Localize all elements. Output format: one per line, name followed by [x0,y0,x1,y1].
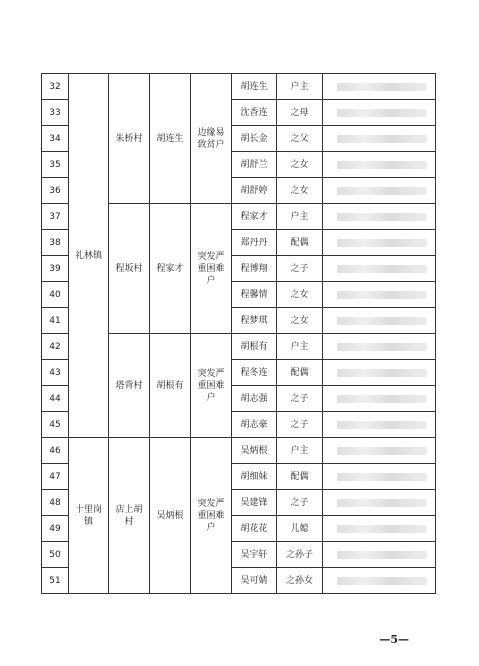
row-number: 36 [42,178,69,204]
household-type-line: 突发严 [197,498,225,509]
member-name: 郑丹丹 [232,230,277,256]
row-number: 41 [42,308,69,334]
redacted-id-cell [323,516,436,542]
member-name: 胡细妹 [232,464,277,490]
member-relation: 之母 [277,100,323,126]
table-row [42,438,436,464]
redaction-blur [337,187,427,195]
village-cell: 程坂村 [109,204,150,334]
row-number: 48 [42,490,69,516]
redacted-id-cell [323,464,436,490]
town-name-line: 镇 [83,516,93,527]
page-number: —5— [379,633,409,646]
redaction-blur [337,213,427,221]
household-type-line: 重困难 [197,380,225,391]
village-cell: 朱桥村 [109,74,150,204]
row-number: 40 [42,282,69,308]
member-name: 胡志强 [232,386,277,412]
row-number: 43 [42,360,69,386]
member-name: 程馨情 [232,282,277,308]
redaction-blur [337,421,427,429]
member-relation: 户主 [277,204,323,230]
town-name-line: 十里岗 [74,504,102,515]
redacted-id-cell [323,126,436,152]
redacted-id-cell [323,438,436,464]
member-relation: 之女 [277,282,323,308]
redacted-id-cell [323,308,436,334]
redacted-id-cell [323,542,436,568]
member-name: 胡花花 [232,516,277,542]
village-name-line: 店上胡 [115,504,143,515]
redacted-id-cell [323,74,436,100]
redaction-blur [337,525,427,533]
household-roster-table [41,73,436,594]
row-number: 34 [42,126,69,152]
household-type-cell [191,204,232,334]
redaction-blur [337,551,427,559]
redaction-blur [337,369,427,377]
redaction-blur [337,447,427,455]
member-relation: 之女 [277,178,323,204]
redacted-id-cell [323,282,436,308]
redacted-id-cell [323,568,436,594]
row-number: 50 [42,542,69,568]
redaction-blur [337,473,427,481]
row-number: 33 [42,100,69,126]
member-relation: 之女 [277,152,323,178]
redacted-id-cell [323,412,436,438]
row-number: 47 [42,464,69,490]
member-name: 吴宇轩 [232,542,277,568]
redaction-blur [337,83,427,91]
row-number: 46 [42,438,69,464]
redaction-blur [337,135,427,143]
row-number: 39 [42,256,69,282]
redaction-blur [337,239,427,247]
table-row [42,74,436,100]
member-relation: 之孙子 [277,542,323,568]
member-relation: 之子 [277,412,323,438]
household-type-cell [191,438,232,594]
row-number: 35 [42,152,69,178]
member-name: 吴可婧 [232,568,277,594]
row-number: 42 [42,334,69,360]
row-number: 49 [42,516,69,542]
redaction-blur [337,499,427,507]
village-name-line: 村 [124,516,134,527]
row-number: 45 [42,412,69,438]
redacted-id-cell [323,256,436,282]
household-type-line: 边缘易 [197,127,225,138]
household-head-cell: 胡连生 [150,74,191,204]
member-relation: 之女 [277,308,323,334]
town-cell [69,438,109,594]
member-name: 胡根有 [232,334,277,360]
row-number: 38 [42,230,69,256]
household-type-line: 突发严 [197,368,225,379]
redacted-id-cell [323,490,436,516]
member-relation: 之子 [277,490,323,516]
member-relation: 之子 [277,256,323,282]
redaction-blur [337,577,427,585]
member-relation: 配偶 [277,230,323,256]
member-name: 胡舒婷 [232,178,277,204]
member-name: 胡长金 [232,126,277,152]
redaction-blur [337,109,427,117]
village-cell [109,438,150,594]
redacted-id-cell [323,152,436,178]
household-type-line: 重困难 [197,263,225,274]
row-number: 32 [42,74,69,100]
household-type-line: 致贫户 [197,139,225,150]
row-number: 44 [42,386,69,412]
household-type-line: 户 [206,522,216,533]
redacted-id-cell [323,230,436,256]
redacted-id-cell [323,386,436,412]
row-number: 37 [42,204,69,230]
redacted-id-cell [323,360,436,386]
member-relation: 户主 [277,74,323,100]
redaction-blur [337,317,427,325]
member-name: 吴炳根 [232,438,277,464]
household-head-cell: 胡根有 [150,334,191,438]
redaction-blur [337,161,427,169]
member-relation: 户主 [277,438,323,464]
member-name: 程冬连 [232,360,277,386]
row-number: 51 [42,568,69,594]
member-name: 胡志豪 [232,412,277,438]
member-relation: 配偶 [277,360,323,386]
redacted-id-cell [323,204,436,230]
household-head-cell: 吴炳根 [150,438,191,594]
household-type-line: 户 [206,392,216,403]
member-relation: 儿媳 [277,516,323,542]
member-name: 程博翔 [232,256,277,282]
redaction-blur [337,265,427,273]
member-name: 胡连生 [232,74,277,100]
household-type-cell [191,334,232,438]
redacted-id-cell [323,100,436,126]
member-name: 胡舒兰 [232,152,277,178]
household-type-line: 突发严 [197,251,225,262]
redaction-blur [337,291,427,299]
household-type-line: 户 [206,275,216,286]
member-relation: 户主 [277,334,323,360]
redaction-blur [337,395,427,403]
village-cell: 塔背村 [109,334,150,438]
redaction-blur [337,343,427,351]
member-relation: 之子 [277,386,323,412]
member-name: 沈香连 [232,100,277,126]
redacted-id-cell [323,334,436,360]
household-type-line: 重困难 [197,510,225,521]
member-name: 程梦琪 [232,308,277,334]
household-head-cell: 程家才 [150,204,191,334]
member-relation: 配偶 [277,464,323,490]
member-name: 吴建锋 [232,490,277,516]
member-name: 程家才 [232,204,277,230]
redacted-id-cell [323,178,436,204]
member-relation: 之孙女 [277,568,323,594]
town-cell: 礼林镇 [69,74,109,438]
household-type-cell [191,74,232,204]
member-relation: 之父 [277,126,323,152]
